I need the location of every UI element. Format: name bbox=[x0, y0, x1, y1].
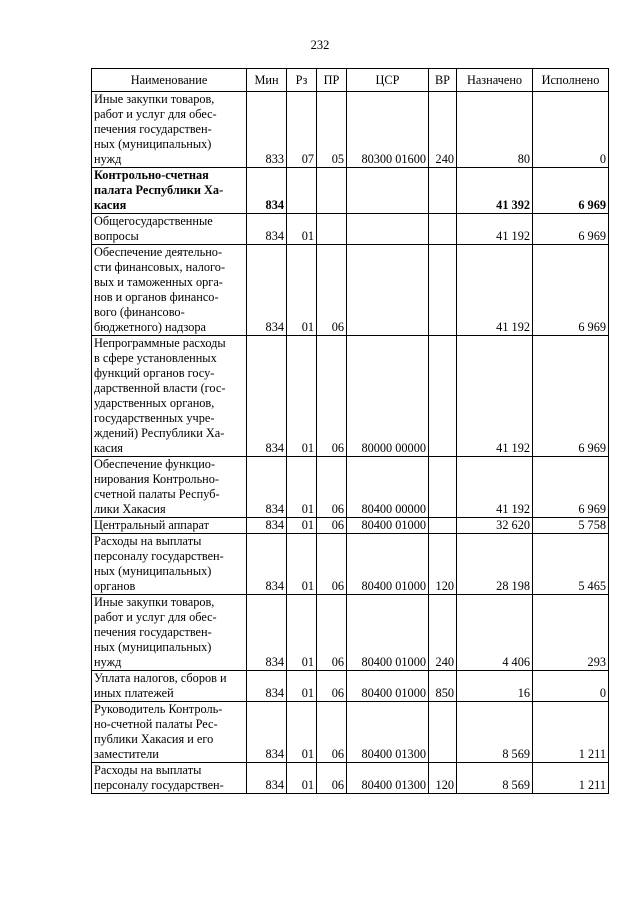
cell-min: 834 bbox=[247, 214, 287, 245]
header-row bbox=[92, 69, 609, 92]
table-row bbox=[92, 336, 609, 457]
cell-executed: 0 bbox=[533, 92, 609, 168]
cell-rz: 01 bbox=[287, 457, 317, 518]
cell-vr: 240 bbox=[429, 92, 457, 168]
table-body bbox=[92, 92, 609, 794]
table-row bbox=[92, 671, 609, 702]
header-assigned: Назначено bbox=[457, 69, 533, 92]
cell-assigned: 32 620 bbox=[457, 518, 533, 534]
cell-name: Иные закупки товаров, работ и услуг для обес- печения государствен- ных (муниципальных) нужд bbox=[92, 595, 247, 671]
table-row bbox=[92, 518, 609, 534]
cell-csr: 80000 00000 bbox=[347, 336, 429, 457]
cell-executed: 0 bbox=[533, 671, 609, 702]
cell-vr: 240 bbox=[429, 595, 457, 671]
cell-min: 834 bbox=[247, 168, 287, 214]
cell-assigned: 16 bbox=[457, 671, 533, 702]
cell-min: 834 bbox=[247, 702, 287, 763]
budget-table bbox=[91, 68, 609, 794]
header-csr: ЦСР bbox=[347, 69, 429, 92]
cell-assigned: 41 192 bbox=[457, 457, 533, 518]
table-row bbox=[92, 702, 609, 763]
header-executed: Исполнено bbox=[533, 69, 609, 92]
cell-name: Обеспечение деятельно- сти финансовых, налого- вых и таможенных орга- нов и органов финансо- вого (финансово- бюджетного) надзора bbox=[92, 245, 247, 336]
cell-rz: 01 bbox=[287, 702, 317, 763]
cell-name: Центральный аппарат bbox=[92, 518, 247, 534]
cell-pr bbox=[317, 214, 347, 245]
cell-rz bbox=[287, 168, 317, 214]
cell-assigned: 4 406 bbox=[457, 595, 533, 671]
cell-min: 834 bbox=[247, 336, 287, 457]
cell-executed: 6 969 bbox=[533, 336, 609, 457]
cell-csr: 80400 01000 bbox=[347, 518, 429, 534]
cell-rz: 01 bbox=[287, 534, 317, 595]
header-rz: Рз bbox=[287, 69, 317, 92]
cell-rz: 01 bbox=[287, 671, 317, 702]
cell-assigned: 41 192 bbox=[457, 245, 533, 336]
cell-executed: 6 969 bbox=[533, 457, 609, 518]
cell-name: Уплата налогов, сборов и иных платежей bbox=[92, 671, 247, 702]
table-row bbox=[92, 168, 609, 214]
cell-csr: 80400 01000 bbox=[347, 595, 429, 671]
cell-pr bbox=[317, 168, 347, 214]
cell-rz: 01 bbox=[287, 595, 317, 671]
cell-name: Руководитель Контроль- но-счетной палаты Рес- публики Хакасия и его заместители bbox=[92, 702, 247, 763]
cell-assigned: 41 192 bbox=[457, 336, 533, 457]
table-row bbox=[92, 245, 609, 336]
cell-min: 834 bbox=[247, 763, 287, 794]
cell-min: 834 bbox=[247, 457, 287, 518]
cell-vr bbox=[429, 245, 457, 336]
header-pr: ПР bbox=[317, 69, 347, 92]
cell-pr: 06 bbox=[317, 245, 347, 336]
header-min: Мин bbox=[247, 69, 287, 92]
cell-vr bbox=[429, 214, 457, 245]
cell-csr bbox=[347, 168, 429, 214]
cell-name: Общегосударственные вопросы bbox=[92, 214, 247, 245]
cell-executed: 1 211 bbox=[533, 763, 609, 794]
cell-executed: 6 969 bbox=[533, 245, 609, 336]
header-vr: ВР bbox=[429, 69, 457, 92]
cell-min: 833 bbox=[247, 92, 287, 168]
cell-name: Иные закупки товаров, работ и услуг для обес- печения государствен- ных (муниципальных) нужд bbox=[92, 92, 247, 168]
cell-min: 834 bbox=[247, 245, 287, 336]
cell-csr: 80400 01000 bbox=[347, 671, 429, 702]
cell-pr: 06 bbox=[317, 336, 347, 457]
cell-rz: 01 bbox=[287, 763, 317, 794]
cell-csr bbox=[347, 245, 429, 336]
cell-csr: 80400 01300 bbox=[347, 702, 429, 763]
cell-executed: 6 969 bbox=[533, 168, 609, 214]
table-row bbox=[92, 92, 609, 168]
cell-csr: 80400 01300 bbox=[347, 763, 429, 794]
cell-executed: 1 211 bbox=[533, 702, 609, 763]
cell-pr: 06 bbox=[317, 595, 347, 671]
cell-vr: 120 bbox=[429, 534, 457, 595]
cell-name: Контрольно-счетная палата Республики Ха- касия bbox=[92, 168, 247, 214]
cell-assigned: 41 192 bbox=[457, 214, 533, 245]
cell-vr: 120 bbox=[429, 763, 457, 794]
cell-min: 834 bbox=[247, 534, 287, 595]
cell-pr: 06 bbox=[317, 702, 347, 763]
cell-rz: 01 bbox=[287, 336, 317, 457]
cell-rz: 07 bbox=[287, 92, 317, 168]
cell-assigned: 41 392 bbox=[457, 168, 533, 214]
cell-vr: 850 bbox=[429, 671, 457, 702]
cell-assigned: 28 198 bbox=[457, 534, 533, 595]
cell-min: 834 bbox=[247, 518, 287, 534]
cell-csr: 80300 01600 bbox=[347, 92, 429, 168]
table-row bbox=[92, 595, 609, 671]
cell-rz: 01 bbox=[287, 518, 317, 534]
cell-vr bbox=[429, 336, 457, 457]
cell-assigned: 8 569 bbox=[457, 763, 533, 794]
table-row bbox=[92, 534, 609, 595]
table-row bbox=[92, 763, 609, 794]
cell-rz: 01 bbox=[287, 245, 317, 336]
cell-rz: 01 bbox=[287, 214, 317, 245]
cell-pr: 06 bbox=[317, 518, 347, 534]
cell-csr bbox=[347, 214, 429, 245]
cell-name: Расходы на выплаты персоналу государствен- ных (муниципальных) органов bbox=[92, 534, 247, 595]
cell-assigned: 8 569 bbox=[457, 702, 533, 763]
cell-csr: 80400 00000 bbox=[347, 457, 429, 518]
cell-vr bbox=[429, 457, 457, 518]
cell-name: Расходы на выплаты персоналу государствен- bbox=[92, 763, 247, 794]
cell-vr bbox=[429, 168, 457, 214]
cell-pr: 05 bbox=[317, 92, 347, 168]
cell-vr bbox=[429, 702, 457, 763]
cell-pr: 06 bbox=[317, 534, 347, 595]
header-name: Наименование bbox=[92, 69, 247, 92]
table-row bbox=[92, 457, 609, 518]
cell-csr: 80400 01000 bbox=[347, 534, 429, 595]
table-row bbox=[92, 214, 609, 245]
cell-pr: 06 bbox=[317, 763, 347, 794]
cell-name: Непрограммные расходы в сфере установленных функций органов госу- дарственной власти (гос- ударственных органов, государственных учре- ждений) Республики Ха- касия bbox=[92, 336, 247, 457]
page-number: 232 bbox=[310, 38, 330, 52]
cell-pr: 06 bbox=[317, 457, 347, 518]
cell-assigned: 80 bbox=[457, 92, 533, 168]
cell-executed: 5 758 bbox=[533, 518, 609, 534]
cell-executed: 6 969 bbox=[533, 214, 609, 245]
cell-vr bbox=[429, 518, 457, 534]
cell-name: Обеспечение функцио- нирования Контрольно- счетной палаты Респуб- лики Хакасия bbox=[92, 457, 247, 518]
cell-executed: 293 bbox=[533, 595, 609, 671]
cell-min: 834 bbox=[247, 671, 287, 702]
cell-pr: 06 bbox=[317, 671, 347, 702]
cell-min: 834 bbox=[247, 595, 287, 671]
cell-executed: 5 465 bbox=[533, 534, 609, 595]
